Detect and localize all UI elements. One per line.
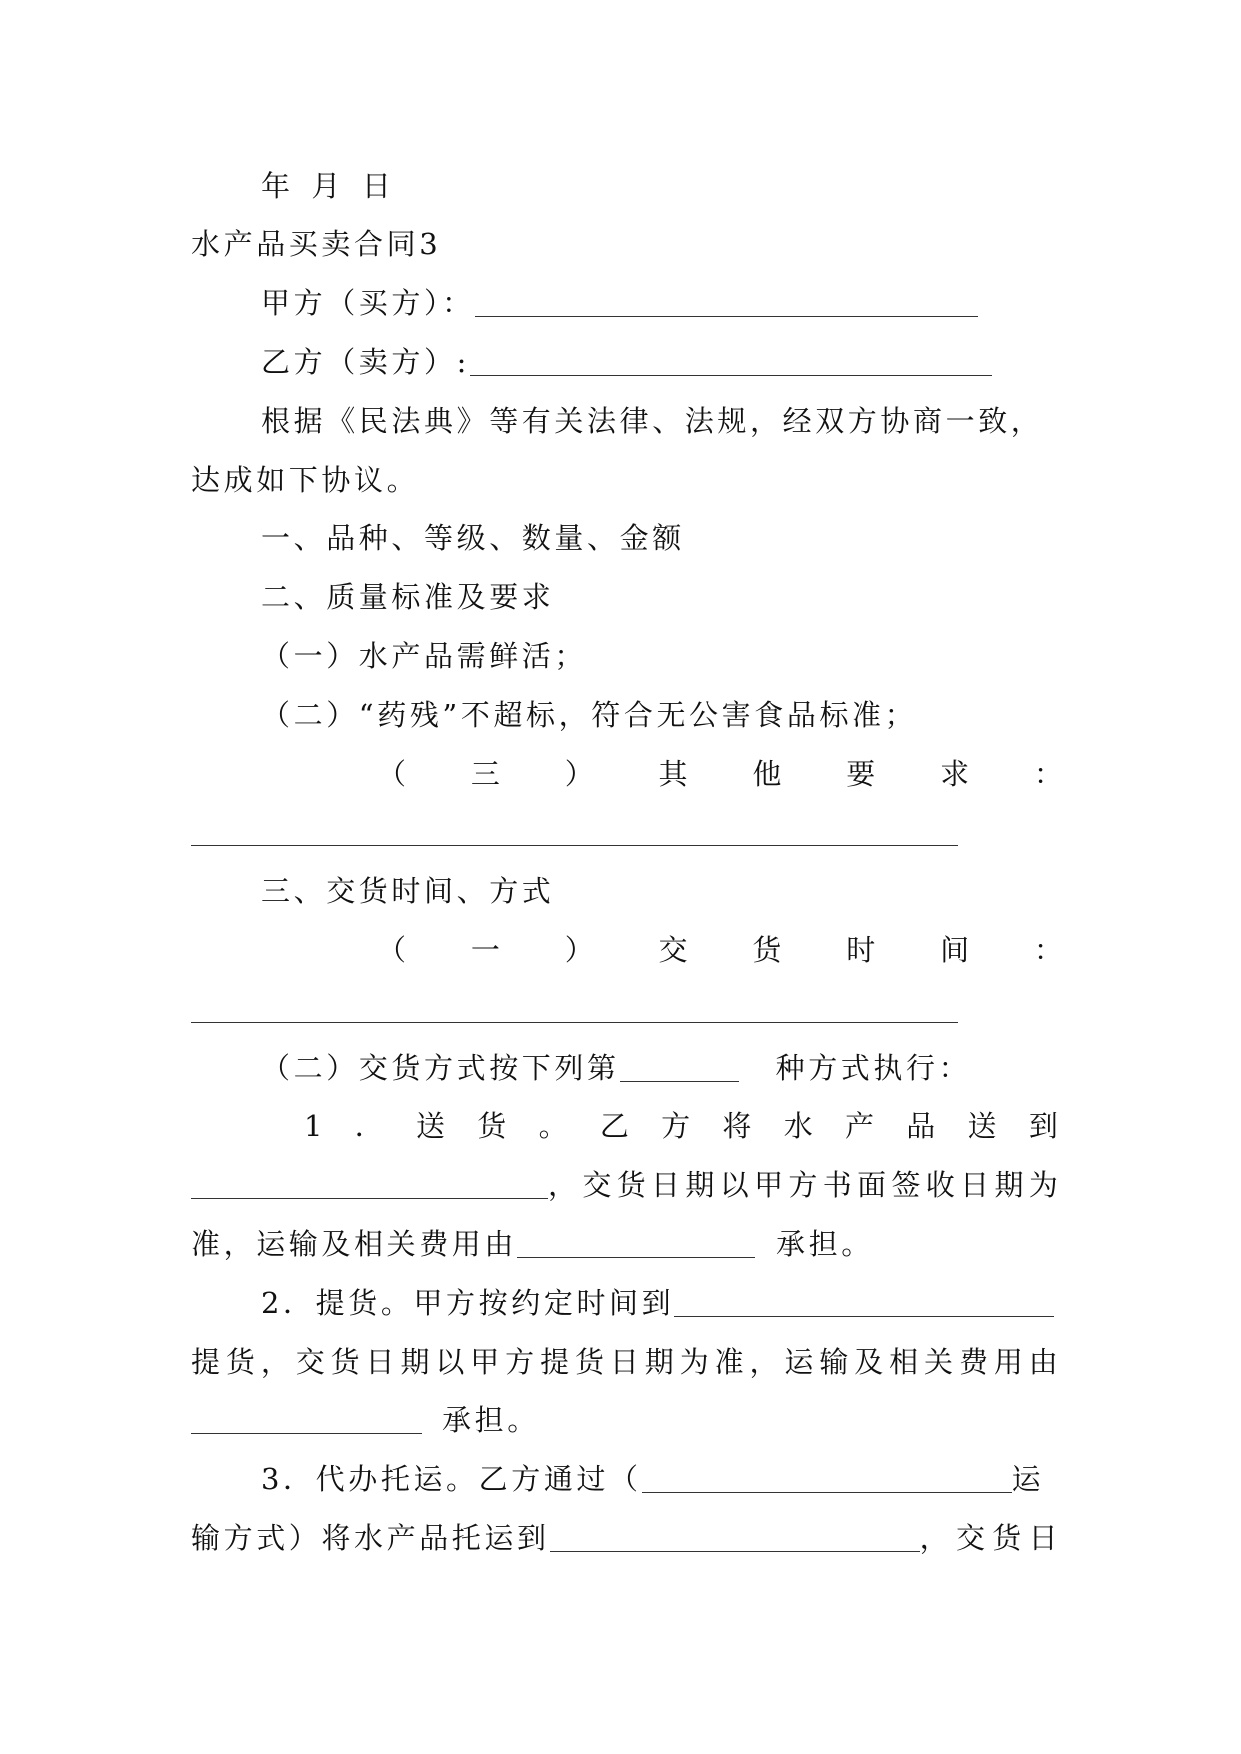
section-2-item-1-line xyxy=(0,627,1241,686)
option-2-text-3: 承担。 xyxy=(442,1403,540,1438)
spread-char: 日 xyxy=(1028,1520,1058,1555)
option-2-text-1: 2．提货。甲方按约定时间到 xyxy=(261,1285,675,1320)
spread-char: 期 xyxy=(994,1168,1024,1203)
spread-char: ） xyxy=(564,756,594,791)
delivery-destination-blank xyxy=(191,1197,548,1199)
spread-char: 产 xyxy=(844,1109,874,1144)
spread-char: 收 xyxy=(925,1168,955,1203)
section-2-item-3 xyxy=(377,745,1063,804)
option-2-line-1 xyxy=(0,1274,1241,1333)
spread-char: ： xyxy=(1033,756,1063,791)
option-3-line-2 xyxy=(0,1509,1241,1568)
spread-char: 货 xyxy=(225,1344,255,1379)
spread-char: 日 xyxy=(365,1344,395,1379)
spread-char: 交 xyxy=(295,1344,325,1379)
spread-char: 送 xyxy=(967,1109,997,1144)
spread-char: 日 xyxy=(960,1168,990,1203)
section-2-heading: 二、质量标准及要求 xyxy=(261,580,555,615)
spread-char: 货 xyxy=(992,1520,1022,1555)
contract-body xyxy=(0,157,1241,1568)
spread-char: 书 xyxy=(822,1168,852,1203)
option-1-line-3 xyxy=(0,1215,1241,1274)
spread-char: ） xyxy=(564,932,594,967)
option-3-text-1-before: 3．代办托运。乙方通过（ xyxy=(261,1462,642,1497)
section-3-item-2-after: 种方式执行： xyxy=(775,1050,972,1085)
spread-char: ， xyxy=(749,1344,779,1379)
spread-char: ． xyxy=(354,1109,384,1144)
section-2-item-2: （二）“药残”不超标，符合无公害食品标准； xyxy=(261,697,918,732)
spread-char: 方 xyxy=(788,1168,818,1203)
spread-char: 送 xyxy=(416,1109,446,1144)
spread-char: 签 xyxy=(891,1168,921,1203)
spread-char: 求 xyxy=(940,756,970,791)
preamble-line-2 xyxy=(0,451,1241,510)
option-2-text-2 xyxy=(191,1333,1058,1392)
spread-char: 日 xyxy=(651,1168,681,1203)
delivery-method-number-blank xyxy=(620,1080,739,1082)
spread-char: 为 xyxy=(679,1344,709,1379)
option-1-cost-party-blank xyxy=(517,1256,755,1258)
spread-char: 日 xyxy=(609,1344,639,1379)
section-3-item-1-blank-line xyxy=(0,980,1241,1039)
section-1-heading-line xyxy=(0,509,1241,568)
spread-char: 乙 xyxy=(599,1109,629,1144)
section-3-item-2-line xyxy=(0,1039,1241,1098)
option-3-text-2-before: 输方式）将水产品托运到 xyxy=(191,1520,550,1555)
spread-char: 货 xyxy=(616,1168,646,1203)
spread-char: 要 xyxy=(846,756,876,791)
spread-char: 期 xyxy=(644,1344,674,1379)
preamble-text-1: 根据《民法典》等有关法律、法规，经双方协商一致， xyxy=(261,403,1044,438)
spread-char: 水 xyxy=(783,1109,813,1144)
section-3-heading-line xyxy=(0,862,1241,921)
other-requirements-blank xyxy=(191,844,958,846)
spread-char: 关 xyxy=(924,1344,954,1379)
option-3-text-1-after: 运 xyxy=(1011,1462,1045,1497)
spread-char: 货 xyxy=(477,1109,507,1144)
section-2-item-1: （一）水产品需鲜活； xyxy=(261,638,588,673)
document-title: 水产品买卖合同3 xyxy=(191,227,442,262)
delivery-time-blank xyxy=(191,1021,958,1023)
section-2-item-2-line xyxy=(0,686,1241,745)
spread-char: 交 xyxy=(955,1520,985,1555)
spread-char: 期 xyxy=(685,1168,715,1203)
spread-char: 准 xyxy=(714,1344,744,1379)
preamble-line-1 xyxy=(0,392,1241,451)
date-line xyxy=(0,157,1241,216)
spread-char: 时 xyxy=(846,932,876,967)
spread-char: ， xyxy=(919,1520,949,1555)
party-b-label: 乙方（卖方）: xyxy=(261,344,470,379)
party-a-blank xyxy=(475,315,978,317)
title-line xyxy=(0,215,1241,274)
spread-char: 其 xyxy=(658,756,688,791)
spread-char: 方 xyxy=(661,1109,691,1144)
spread-char: 及 xyxy=(854,1344,884,1379)
option-1-line-2 xyxy=(0,1156,1241,1215)
section-2-heading-line xyxy=(0,568,1241,627)
spread-char: （ xyxy=(377,932,407,967)
spread-char: 到 xyxy=(1028,1109,1058,1144)
spread-char: 间 xyxy=(940,932,970,967)
pickup-location-blank xyxy=(674,1315,1054,1317)
option-3-text-2-after xyxy=(920,1509,1058,1568)
party-a-line xyxy=(0,274,1241,333)
spread-char: 他 xyxy=(752,756,782,791)
section-3-heading: 三、交货时间、方式 xyxy=(261,874,555,909)
spread-char: 相 xyxy=(889,1344,919,1379)
option-1-line-1 xyxy=(0,1097,1241,1156)
spread-char: 品 xyxy=(906,1109,936,1144)
spread-char: 用 xyxy=(993,1344,1023,1379)
spread-char: 由 xyxy=(1028,1344,1058,1379)
spread-char: 提 xyxy=(191,1344,221,1379)
spread-char: ： xyxy=(1033,932,1063,967)
option-2-cost-party-blank xyxy=(191,1432,422,1434)
transport-method-blank xyxy=(642,1491,1012,1493)
option-1-text-1 xyxy=(304,1097,1058,1156)
spread-char: 交 xyxy=(582,1168,612,1203)
section-3-item-1 xyxy=(377,921,1063,980)
spread-char: 甲 xyxy=(754,1168,784,1203)
spread-char: 一 xyxy=(470,932,500,967)
spread-char: 面 xyxy=(857,1168,887,1203)
spread-char: 1 xyxy=(304,1109,323,1144)
spread-char: 期 xyxy=(400,1344,430,1379)
option-2-line-3 xyxy=(0,1391,1241,1450)
spread-char: （ xyxy=(377,756,407,791)
spread-char: 输 xyxy=(819,1344,849,1379)
spread-char: 三 xyxy=(470,756,500,791)
option-2-line-2 xyxy=(0,1333,1241,1392)
spread-char: 货 xyxy=(752,932,782,967)
spread-char: ， xyxy=(548,1168,578,1203)
party-b-line xyxy=(0,333,1241,392)
party-a-label: 甲方（买方）： xyxy=(261,286,475,321)
section-3-item-1-line xyxy=(0,921,1241,980)
spread-char: 货 xyxy=(330,1344,360,1379)
option-1-text-2 xyxy=(548,1156,1058,1215)
spread-char: ， xyxy=(260,1344,290,1379)
consignment-destination-blank xyxy=(550,1550,920,1552)
spread-char: 将 xyxy=(722,1109,752,1144)
spread-char: 提 xyxy=(540,1344,570,1379)
spread-char: 为 xyxy=(1028,1168,1058,1203)
spread-char: 以 xyxy=(719,1168,749,1203)
option-3-line-1 xyxy=(0,1450,1241,1509)
spread-char: 甲 xyxy=(470,1344,500,1379)
spread-char: 交 xyxy=(658,932,688,967)
spread-char: 费 xyxy=(958,1344,988,1379)
section-3-item-2-before: （二）交货方式按下列第 xyxy=(261,1050,620,1085)
spread-char: 方 xyxy=(505,1344,535,1379)
option-1-text-3-before: 准，运输及相关费用由 xyxy=(191,1226,518,1261)
spread-char: 。 xyxy=(538,1109,568,1144)
date-text: 年 月 日 xyxy=(261,168,395,203)
spread-char: 货 xyxy=(574,1344,604,1379)
section-1-heading: 一、品种、等级、数量、金额 xyxy=(261,521,685,556)
spread-char: 以 xyxy=(435,1344,465,1379)
section-2-item-3-blank-line xyxy=(0,803,1241,862)
option-1-text-3-after: 承担。 xyxy=(776,1226,874,1261)
spread-char: 运 xyxy=(784,1344,814,1379)
preamble-text-2: 达成如下协议。 xyxy=(191,462,420,497)
section-2-item-3-line xyxy=(0,745,1241,804)
party-b-blank xyxy=(470,374,992,376)
